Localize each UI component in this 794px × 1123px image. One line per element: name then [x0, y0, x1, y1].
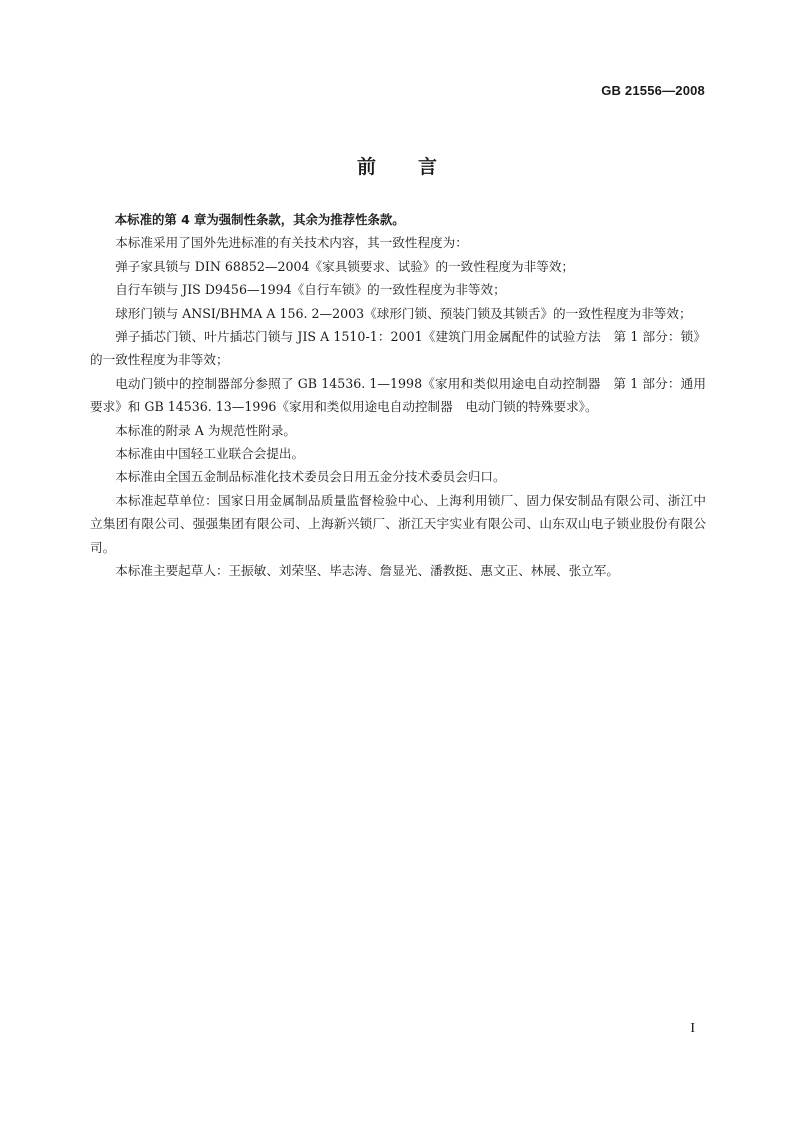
paragraph-mandatory-clause: 本标准的第 4 章为强制性条款，其余为推荐性条款。	[114, 212, 405, 227]
paragraph-mortise-lock: 弹子插芯门锁、叶片插芯门锁与 JIS A 1510-1：2001《建筑门用金属配件的试验方法 第 1 部分：锁》的一致性程度为非等效；	[90, 329, 706, 368]
paragraph-adoption-intro: 本标准采用了国外先进标准的有关技术内容，其一致性程度为：	[115, 235, 468, 251]
paragraph-proposed-by: 本标准由中国轻工业联合会提出。	[115, 446, 305, 462]
paragraph-drafters: 本标准主要起草人：王振敏、刘荣坚、毕志涛、詹显光、潘教挺、惠文正、林展、张立军。	[115, 563, 619, 579]
page-title: 前言	[356, 156, 479, 178]
paragraph-drafting-units: 本标准起草单位：国家日用金属制品质量监督检验中心、上海利用锁厂、固力保安制品有限公司、浙江中立集团有限公司、强强集团有限公司、上海新兴锁厂、浙江天宇实业有限公司、山东双山电子锁业股份有限公司。	[90, 492, 706, 555]
paragraph-knob-lock: 球形门锁与 ANSI/BHMA A 156. 2—2003《球形门锁、预装门锁及其锁舌》的一致性程度为非等效；	[115, 305, 692, 321]
paragraph-annex: 本标准的附录 A 为规范性附录。	[115, 422, 297, 438]
page-number: I	[690, 1021, 695, 1036]
standard-code: GB 21556—2008	[601, 83, 705, 98]
paragraph-bicycle-lock: 自行车锁与 JIS D9456—1994《自行车锁》的一致性程度为非等效；	[115, 282, 506, 298]
paragraph-under-jurisdiction: 本标准由全国五金制品标准化技术委员会日用五金分技术委员会归口。	[115, 469, 506, 485]
foreword-body	[90, 208, 706, 583]
paragraph-electric-lock: 电动门锁中的控制器部分参照了 GB 14536. 1—1998《家用和类似用途电自动控制器 第 1 部分：通用要求》和 GB 14536. 13—1996《家用和类似用途电自动控制器 电动门锁的特殊要求》。	[90, 375, 706, 415]
paragraph-furniture-lock: 弹子家具锁与 DIN 68852—2004《家具锁要求、试验》的一致性程度为非等效；	[115, 258, 575, 274]
